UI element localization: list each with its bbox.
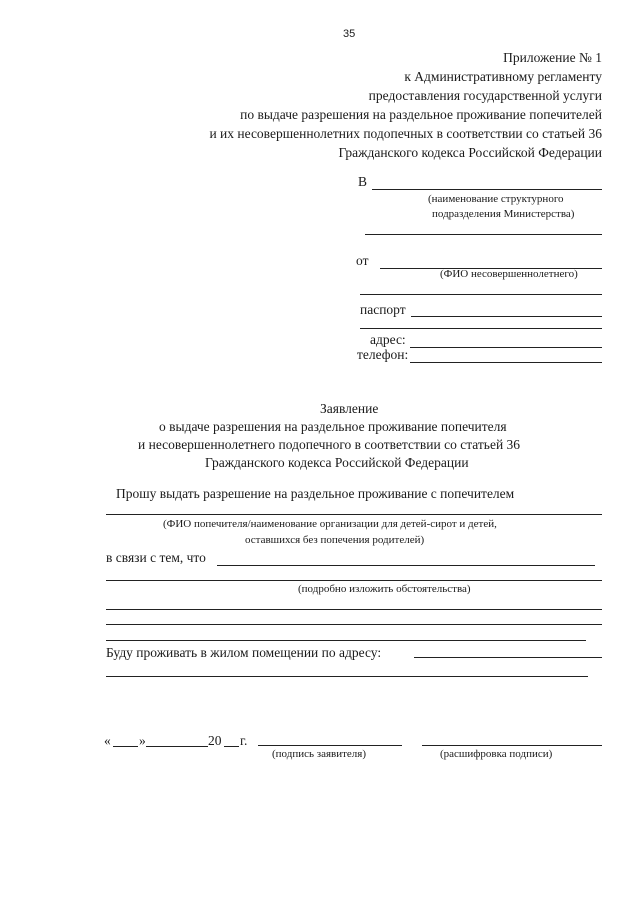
residence-field[interactable] [414, 657, 602, 658]
title-line: и несовершеннолетнего подопечного в соответствии со статьей 36 [138, 437, 521, 452]
reason-field-line[interactable] [106, 624, 602, 625]
from-prefix: от [356, 253, 369, 268]
reason-label: в связи с тем, что [106, 550, 206, 565]
signature-decode-hint: (расшифровка подписи) [440, 748, 553, 760]
to-hint: подразделения Министерства) [432, 208, 575, 220]
appendix-line: и их несовершеннолетних подопечных в соответствии со статьей 36 [209, 126, 602, 141]
page-number: 35 [343, 28, 356, 40]
reason-field-line[interactable] [106, 609, 602, 610]
reason-field-line[interactable] [106, 580, 602, 581]
title-line: о выдаче разрешения на раздельное проживание попечителя [159, 419, 507, 434]
from-field-continued[interactable] [360, 294, 602, 295]
passport-label: паспорт [360, 302, 406, 317]
reason-hint: (подробно изложить обстоятельства) [298, 583, 471, 595]
to-hint: (наименование структурного [428, 193, 564, 205]
to-field[interactable] [372, 189, 602, 190]
to-field-continued[interactable] [365, 234, 602, 235]
from-hint: (ФИО несовершеннолетнего) [440, 268, 578, 280]
appendix-line: Гражданского кодекса Российской Федерации [338, 145, 602, 160]
appendix-line: к Административному регламенту [404, 69, 602, 84]
date-year-field[interactable] [224, 746, 239, 747]
to-prefix: В [358, 174, 368, 189]
request-text: Прошу выдать разрешение на раздельное проживание с попечителем [116, 486, 515, 501]
title-line: Гражданского кодекса Российской Федерации [205, 455, 469, 470]
phone-field[interactable] [410, 362, 602, 363]
year-prefix: 20 [208, 733, 222, 748]
passport-field-continued[interactable] [360, 328, 602, 329]
residence-field-line[interactable] [106, 676, 588, 677]
signature-decode-field[interactable] [422, 745, 602, 746]
signature-hint: (подпись заявителя) [272, 748, 367, 760]
address-label: адрес: [370, 332, 406, 347]
guardian-hint: оставшихся без попечения родителей) [245, 534, 425, 546]
date-day-field[interactable] [113, 746, 138, 747]
date-open-quote: « [104, 733, 111, 748]
phone-label: телефон: [357, 347, 409, 362]
date-month-field[interactable] [146, 746, 208, 747]
guardian-hint: (ФИО попечителя/наименование организации для детей-сирот и детей, [163, 518, 497, 530]
signature-field[interactable] [258, 745, 402, 746]
reason-field[interactable] [217, 565, 595, 566]
appendix-line: по выдаче разрешения на раздельное проживание попечителей [240, 107, 602, 122]
year-suffix: г. [240, 733, 248, 748]
address-field[interactable] [410, 347, 602, 348]
date-close-quote: » [139, 733, 146, 748]
appendix-line: предоставления государственной услуги [368, 88, 602, 103]
residence-label: Буду проживать в жилом помещении по адресу: [106, 645, 382, 660]
guardian-field[interactable] [106, 514, 602, 515]
title-heading: Заявление [320, 401, 379, 416]
passport-field[interactable] [411, 316, 602, 317]
reason-field-line[interactable] [106, 640, 586, 641]
appendix-line: Приложение № 1 [503, 50, 602, 65]
